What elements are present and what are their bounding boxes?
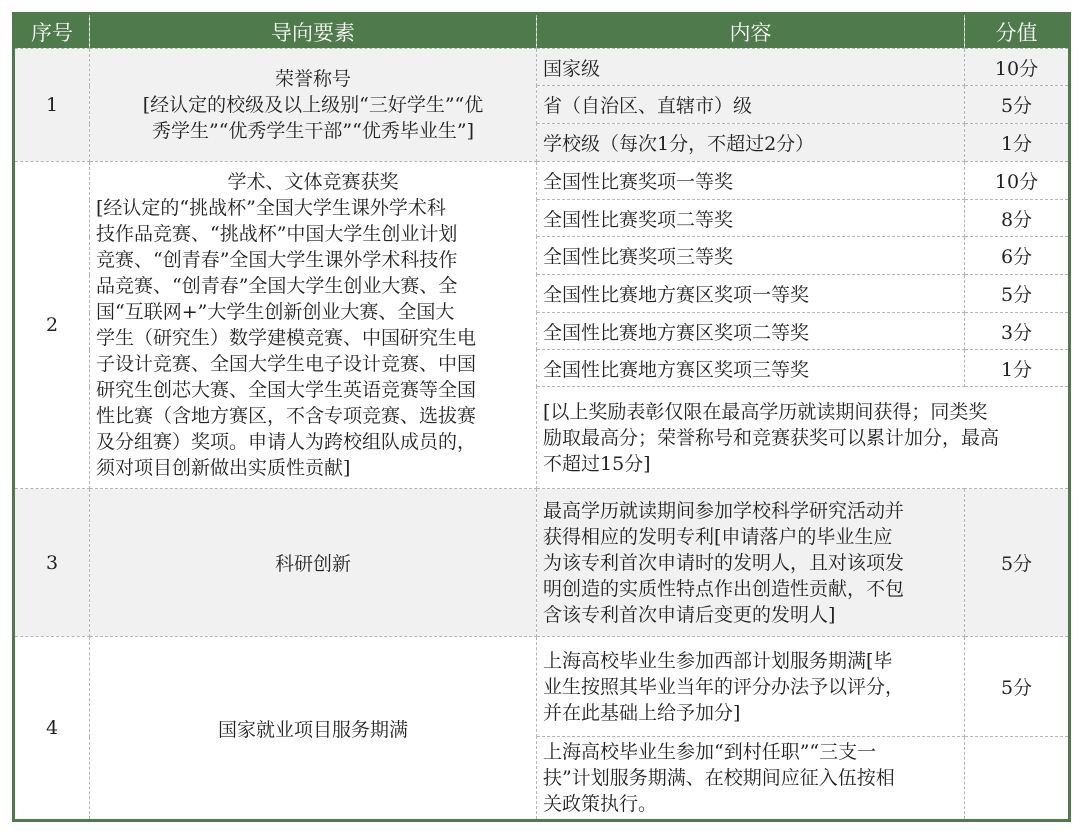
content-cell: 全国性比赛地方赛区奖项一等奖 bbox=[537, 275, 965, 313]
score-cell: 3分 bbox=[965, 313, 1070, 350]
content-line: 扶”计划服务期满、在校期间应征入伍按相 bbox=[543, 767, 895, 789]
note-cell bbox=[537, 387, 1070, 489]
table-row bbox=[14, 489, 1070, 637]
content-line: 含该专利首次申请后变更的发明人] bbox=[543, 603, 836, 626]
element-title: 学术、文体竞赛获奖 bbox=[227, 171, 399, 193]
content-cell bbox=[537, 737, 965, 821]
element-desc-line: 竞赛、“创青春”全国大学生课外学术科技作 bbox=[96, 249, 458, 271]
header-content: 内容 bbox=[537, 14, 965, 49]
element-desc-line: 品竞赛、“创青春”全国大学生创业大赛、全 bbox=[96, 275, 458, 297]
note-line: 励取最高分；荣誉称号和竞赛获奖可以累计加分，最高 bbox=[543, 426, 1000, 449]
score-cell: 5分 bbox=[965, 275, 1070, 313]
score-cell: 5分 bbox=[965, 489, 1070, 637]
element-desc-line: [经认定的“挑战杯”全国大学生课外学术科 bbox=[96, 197, 446, 219]
element-cell bbox=[90, 49, 537, 162]
content-cell: 国家级 bbox=[537, 49, 965, 86]
row-no: 1 bbox=[14, 49, 90, 162]
header-no: 序号 bbox=[14, 14, 90, 49]
row-no: 3 bbox=[14, 489, 90, 637]
element-desc-line: 及分组赛）奖项。申请人为跨校组队成员的， bbox=[96, 431, 477, 453]
content-line: 并在此基础上给予加分] bbox=[543, 701, 741, 724]
content-cell: 全国性比赛地方赛区奖项三等奖 bbox=[537, 350, 965, 387]
note-line: 不超过15分] bbox=[543, 452, 651, 475]
table-header bbox=[14, 14, 1070, 49]
element-cell bbox=[90, 162, 537, 489]
score-cell: 1分 bbox=[965, 350, 1070, 387]
content-line: 业生按照其毕业当年的评分办法予以评分， bbox=[543, 675, 905, 698]
header-score: 分值 bbox=[965, 14, 1070, 49]
content-cell: 全国性比赛奖项二等奖 bbox=[537, 200, 965, 237]
element-desc-line: 秀学生”“优秀学生干部”“优秀毕业生”] bbox=[152, 120, 474, 142]
table-row bbox=[14, 49, 1070, 86]
score-cell: 10分 bbox=[965, 162, 1070, 200]
element-desc-line: 性比赛（含地方赛区，不含专项竞赛、选拔赛 bbox=[96, 405, 477, 427]
content-cell bbox=[537, 489, 965, 637]
content-cell: 全国性比赛奖项三等奖 bbox=[537, 237, 965, 275]
element-desc-line: 技作品竞赛、“挑战杯”中国大学生创业计划 bbox=[96, 223, 458, 245]
element-desc-line: 研究生创芯大赛、全国大学生英语竞赛等全国 bbox=[96, 379, 477, 401]
element-title: 科研创新 bbox=[90, 489, 537, 637]
note-line: [以上奖励表彰仅限在最高学历就读期间获得；同类奖 bbox=[543, 400, 988, 423]
content-line: 最高学历就读期间参加学校科学研究活动并 bbox=[543, 499, 905, 522]
content-line: 关政策执行。 bbox=[543, 793, 658, 815]
table-row bbox=[14, 162, 1070, 200]
content-line: 获得相应的发明专利[申请落户的毕业生应 bbox=[543, 525, 893, 548]
content-line: 上海高校毕业生参加西部计划服务期满[毕 bbox=[543, 649, 893, 672]
content-cell: 全国性比赛地方赛区奖项二等奖 bbox=[537, 313, 965, 350]
element-desc-line: [经认定的校级及以上级别“三好学生”“优 bbox=[142, 94, 484, 116]
content-line: 为该专利首次申请时的发明人，且对该项发 bbox=[543, 551, 905, 574]
element-desc-line: 学生（研究生）数学建模竞赛、中国研究生电 bbox=[96, 327, 477, 349]
content-cell: 省（自治区、直辖市）级 bbox=[537, 86, 965, 124]
content-line: 上海高校毕业生参加“到村任职”“三支一 bbox=[543, 741, 877, 763]
content-cell bbox=[537, 637, 965, 737]
element-title: 国家就业项目服务期满 bbox=[90, 637, 537, 821]
row-no: 2 bbox=[14, 162, 90, 489]
row-no: 4 bbox=[14, 637, 90, 821]
content-line: 明创造的实质性特点作出创造性贡献，不包 bbox=[543, 577, 905, 600]
score-cell: 6分 bbox=[965, 237, 1070, 275]
score-cell: 5分 bbox=[965, 86, 1070, 124]
score-cell: 10分 bbox=[965, 49, 1070, 86]
score-cell: 1分 bbox=[965, 124, 1070, 162]
score-cell: 5分 bbox=[965, 637, 1070, 737]
element-desc-line: 子设计竞赛、全国大学生电子设计竞赛、中国 bbox=[96, 353, 477, 375]
header-element: 导向要素 bbox=[90, 14, 537, 49]
scoring-table bbox=[12, 12, 1071, 822]
element-title: 荣誉称号 bbox=[274, 68, 351, 90]
score-cell: 8分 bbox=[965, 200, 1070, 237]
score-cell bbox=[965, 737, 1070, 821]
content-cell: 学校级（每次1分，不超过2分） bbox=[537, 124, 965, 162]
content-cell: 全国性比赛奖项一等奖 bbox=[537, 162, 965, 200]
element-desc-line: 须对项目创新做出实质性贡献] bbox=[96, 457, 351, 479]
element-desc-line: 国“互联网+”大学生创新创业大赛、全国大 bbox=[96, 301, 455, 323]
table-row bbox=[14, 637, 1070, 737]
